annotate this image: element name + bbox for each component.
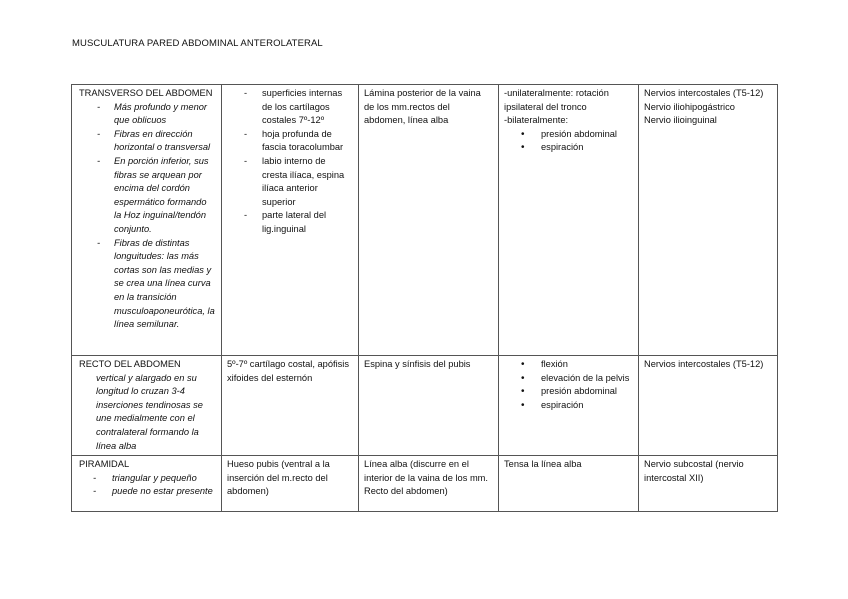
- action-unilateral: -unilateralmente: rotación ipsilateral del tronco: [504, 88, 609, 112]
- insertion-cell: [359, 456, 499, 512]
- action-cell: [499, 85, 639, 356]
- list-item: - Fibras de distintas longuitudes: las más cortas son las medias y se crea una línea curva en la transición musculoaponeurótica, la línea semilunar.: [77, 237, 216, 332]
- nerve-item: Nervios intercostales (T5-12): [644, 359, 764, 369]
- insertion-text: Lámina posterior de la vaina de los mm.rectos del abdomen, línea alba: [364, 88, 481, 126]
- features-text: vertical y alargado en su longitud lo cruzan 3-4 inserciones tendinosas se une medialmente con el contralateral formando la línea alba: [96, 372, 203, 451]
- insertion-cell: [359, 85, 499, 356]
- muscle-name: PIRAMIDAL: [79, 459, 130, 470]
- muscle-cell: [72, 456, 222, 512]
- insertion-text: Línea alba (discurre en el interior de la vaina de los mm. Recto del abdomen): [364, 459, 489, 497]
- nerves-cell: [639, 456, 778, 512]
- list-item: • presión abdominal: [504, 128, 633, 142]
- table-row: [72, 85, 778, 356]
- table-row: [72, 456, 778, 512]
- insertion-cell: [359, 356, 499, 456]
- nerve-item: Nervio ilioinguinal: [644, 115, 717, 126]
- list-item: • espiración: [504, 141, 633, 155]
- list-item: - En porción inferior, sus fibras se arquean por encima del cordón espermático formando la Hoz inguinal/tendón conjunto.: [77, 155, 216, 237]
- origin-list: [227, 87, 353, 237]
- document-title: MUSCULATURA PARED ABDOMINAL ANTEROLATERAL: [72, 38, 323, 49]
- list-item: - parte lateral del lig.inguinal: [227, 209, 353, 236]
- muscle-cell: [72, 85, 222, 356]
- muscle-name: RECTO DEL ABDOMEN: [79, 359, 181, 369]
- origin-cell: [222, 456, 359, 512]
- nerve-item: Nervio iliohipogástrico: [644, 101, 735, 112]
- list-item: - superficies internas de los cartílagos costales 7º-12º: [227, 87, 353, 128]
- action-text: Tensa la línea alba: [504, 459, 582, 470]
- origin-text: Hueso pubis (ventral a la inserción del m.recto del abdomen): [227, 459, 330, 497]
- muscle-name: TRANSVERSO DEL ABDOMEN: [79, 88, 213, 98]
- insertion-text: Espina y sínfisis del pubis: [364, 359, 471, 369]
- list-item: - hoja profunda de fascia toracolumbar: [227, 128, 353, 155]
- muscle-cell: [72, 356, 222, 456]
- table-row: [72, 356, 778, 456]
- action-cell: [499, 356, 639, 456]
- list-item: • elevación de la pelvis: [504, 372, 633, 386]
- action-list: [504, 358, 633, 412]
- nerves-cell: [639, 356, 778, 456]
- list-item: - triangular y pequeño: [77, 472, 216, 486]
- list-item: - Más profundo y menor que oblicuos: [77, 101, 216, 128]
- nerve-item: Nervios intercostales (T5-12): [644, 88, 764, 98]
- action-bilateral: -bilateralmente:: [504, 115, 569, 126]
- nerves-cell: [639, 85, 778, 356]
- origin-text: 5º-7º cartílago costal, apófisis xifoides del esternón: [227, 359, 350, 383]
- list-item: - labio interno de cresta ilíaca, espina ilíaca anterior superior: [227, 155, 353, 209]
- list-item: • flexión: [504, 358, 633, 372]
- muscle-table: [71, 84, 778, 512]
- list-item: - Fibras en dirección horizontal o transversal: [77, 128, 216, 155]
- list-item: • presión abdominal: [504, 385, 633, 399]
- action-list: [504, 128, 633, 155]
- list-item: - puede no estar presente: [77, 485, 216, 499]
- nerve-item: Nervio subcostal (nervio intercostal XII): [644, 459, 744, 483]
- list-item: • espiración: [504, 399, 633, 413]
- features-list: [77, 101, 216, 332]
- action-cell: [499, 456, 639, 512]
- features-list: [77, 472, 216, 499]
- origin-cell: [222, 85, 359, 356]
- origin-cell: [222, 356, 359, 456]
